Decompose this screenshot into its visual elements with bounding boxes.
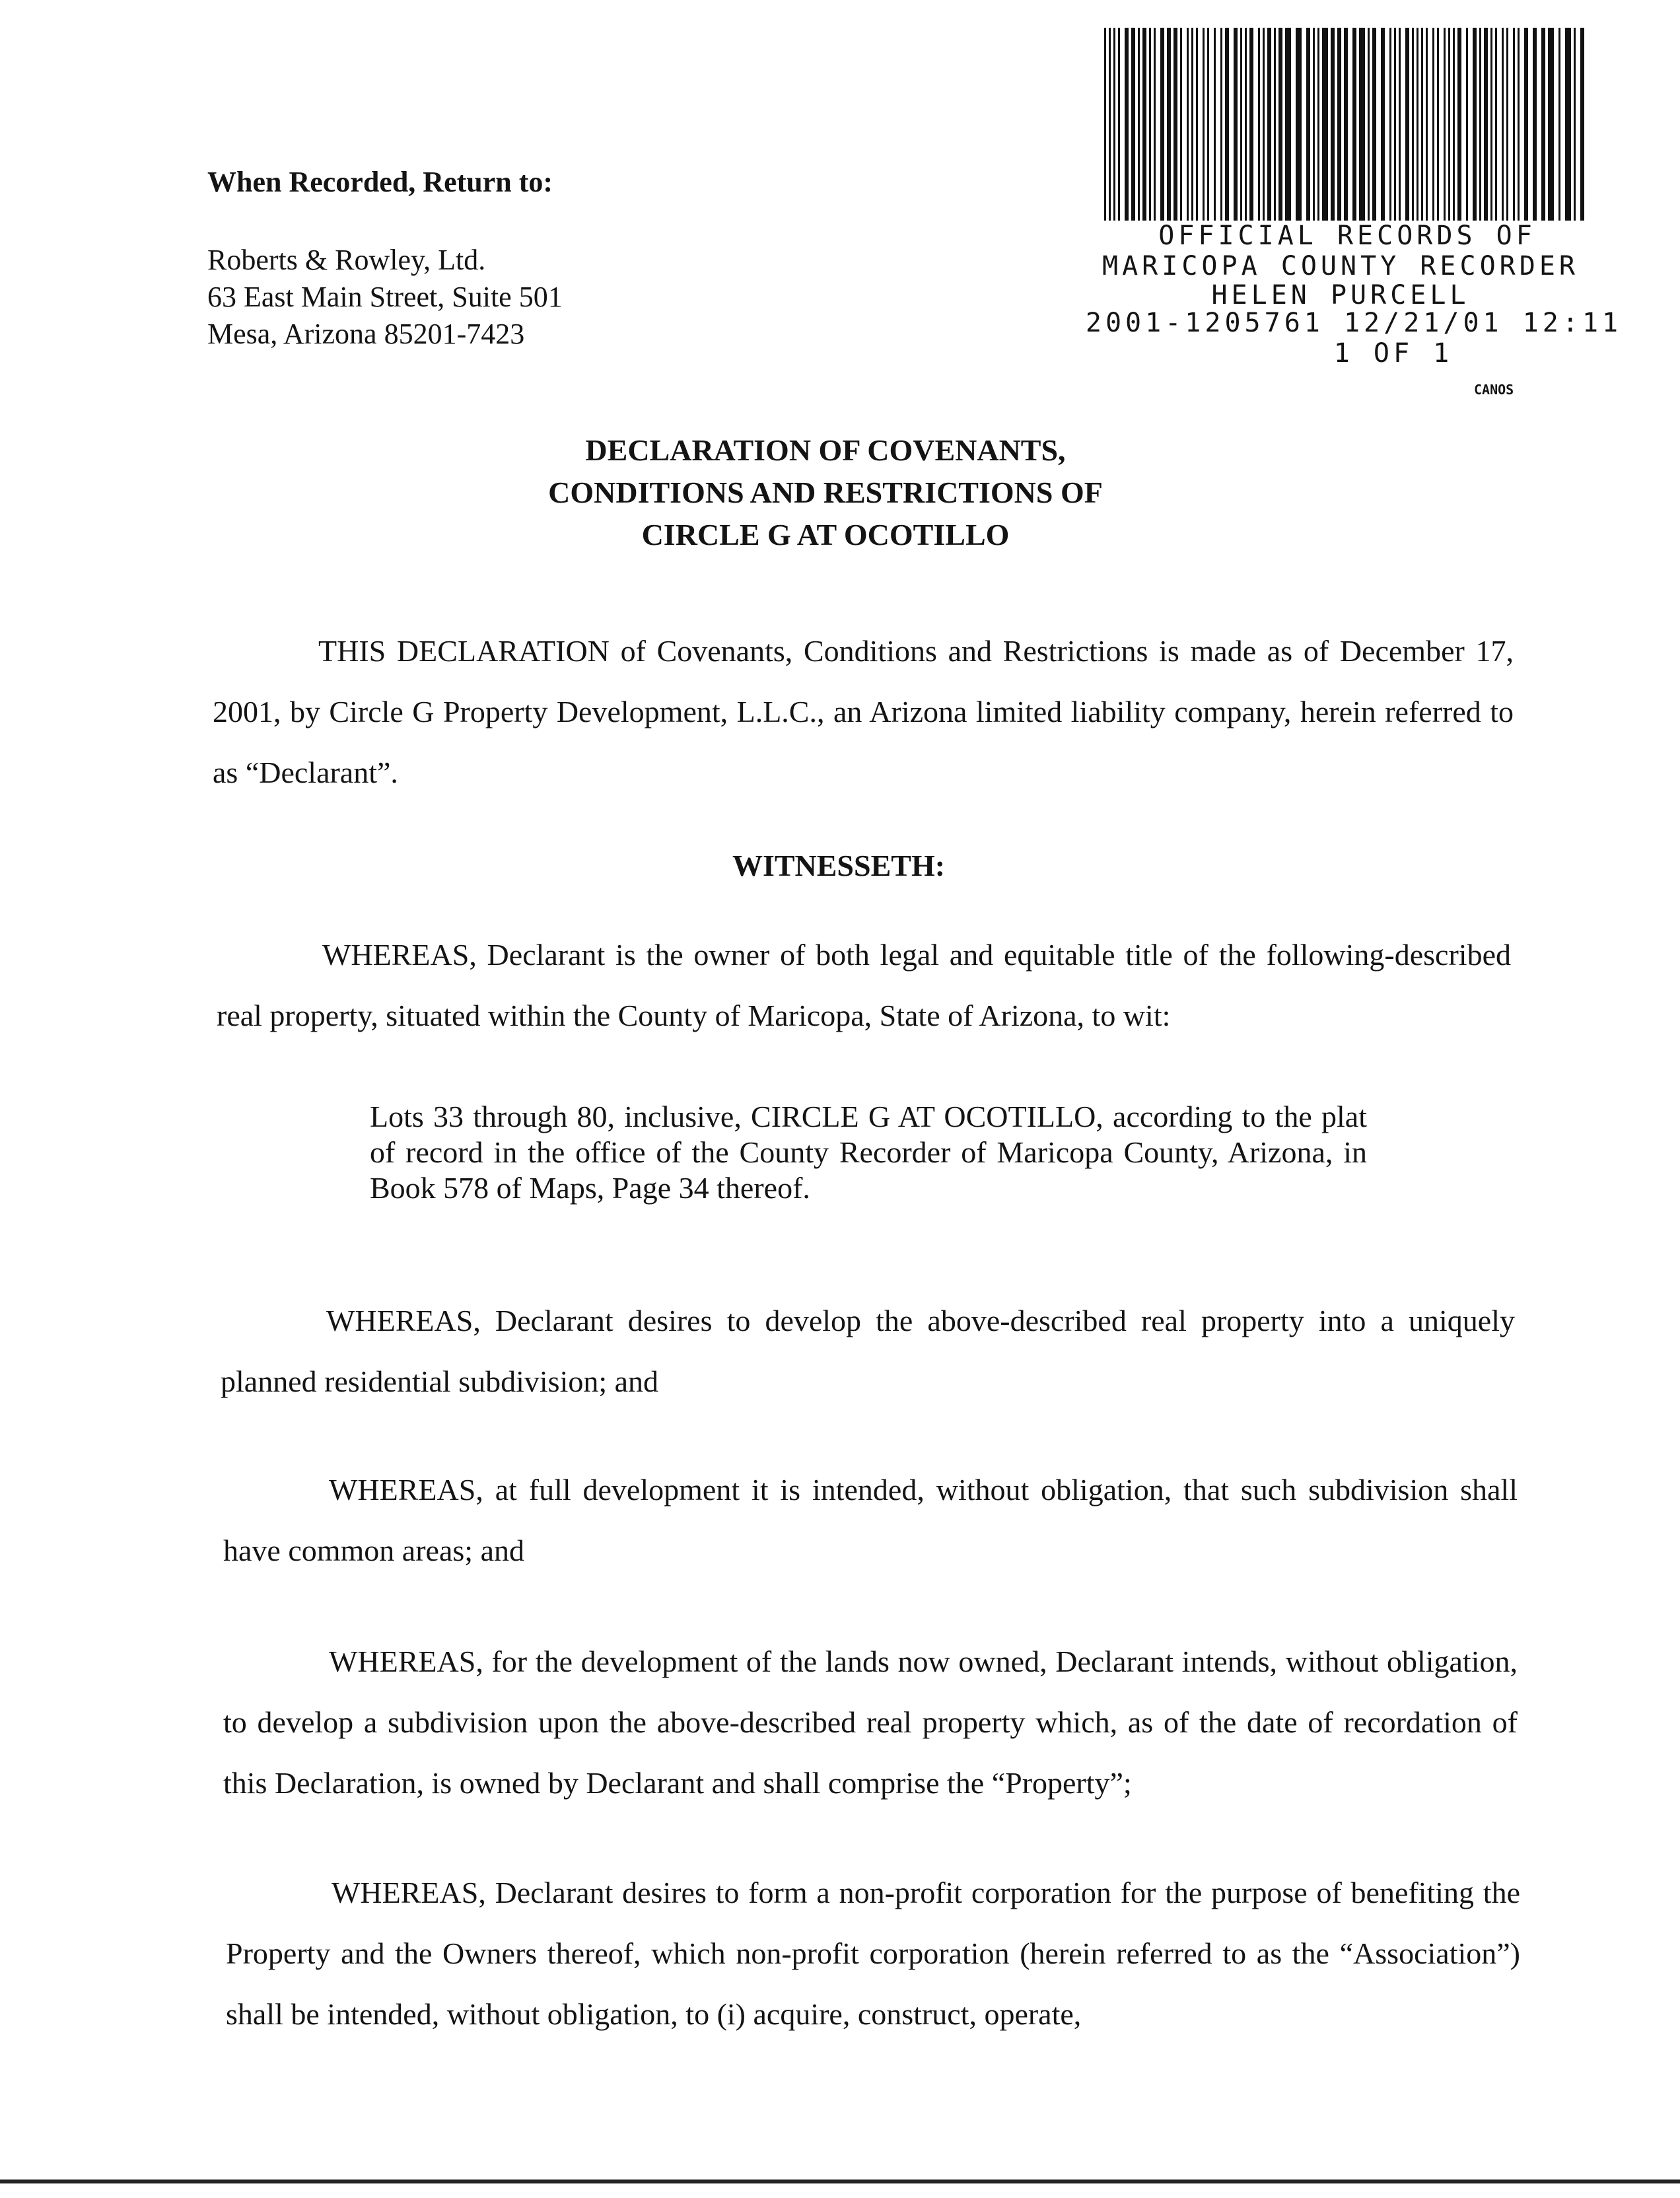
barcode-bar [1104, 28, 1106, 221]
intro-paragraph: THIS DECLARATION of Covenants, Conditions and Restrictions is made as of December 17, 2001, by Circle G Property Development, L.L.C., an Arizona limited liability company, herein referred to as “Declarant”. [213, 634, 1514, 789]
barcode-bar [1154, 28, 1156, 221]
barcode-bar [1142, 28, 1146, 221]
whereas-paragraph-5: WHEREAS, Declarant desires to form a non-profit corporation for the purpose of benefiting the Property and the Owners thereof, which non-profit corporation (herein referred to as the “Association”) shall be intended, without obligation, to (i) acquire, construct, operate, [226, 1876, 1520, 2031]
barcode-bar [1258, 28, 1260, 221]
stamp-recorder-name: HELEN PURCELL [1211, 280, 1470, 310]
barcode-bar [1352, 28, 1356, 221]
barcode-bar [1473, 28, 1477, 221]
barcode-bar [1506, 28, 1508, 221]
barcode-bar [1263, 28, 1265, 221]
barcode-bar [1399, 28, 1401, 221]
bottom-rule [0, 2180, 1680, 2183]
barcode-bar [1558, 28, 1560, 221]
barcode-bar [1580, 28, 1584, 221]
barcode-bar [1466, 28, 1468, 221]
stamp-recording-number: 2001-1205761 12/21/01 12:11 [1085, 308, 1623, 338]
barcode-bar [1180, 28, 1182, 221]
barcode-bar [1187, 28, 1189, 221]
barcode-bar [1274, 28, 1276, 221]
barcode-bar [1548, 28, 1554, 221]
whereas-paragraph-2: WHEREAS, Declarant desires to develop the above-described real property into a uniquely planned residential subdivision; and [221, 1304, 1515, 1398]
barcode-bar [1214, 28, 1216, 221]
barcode-bar [1245, 28, 1247, 221]
barcode-bar [1394, 28, 1396, 221]
barcode-bar [1149, 28, 1151, 221]
barcode-bar [1203, 28, 1205, 221]
barcode-bar [1240, 28, 1242, 221]
document-title [462, 429, 1189, 556]
barcode-bar [1306, 28, 1310, 221]
barcode-bar [1574, 28, 1576, 221]
barcode-bar [1109, 28, 1111, 221]
barcode-bar [1278, 28, 1282, 221]
barcode-bar [1225, 28, 1229, 221]
barcode-bar [1513, 28, 1515, 221]
barcode-bar [1160, 28, 1164, 221]
barcode-bar [1502, 28, 1504, 221]
barcode-bar [1267, 28, 1271, 221]
barcode-bar [1495, 28, 1497, 221]
barcode-bar [1296, 28, 1302, 221]
barcode-bar [1417, 28, 1418, 221]
barcode-bar [1173, 28, 1177, 221]
barcode-bar [1317, 28, 1319, 221]
barcode-bar [1457, 28, 1461, 221]
barcode-bar [1437, 28, 1439, 221]
return-to-heading: When Recorded, Return to: [207, 166, 553, 198]
whereas-paragraph-4: WHEREAS, for the development of the lands now owned, Declarant intends, without obligation, to develop a subdivision upon the above-described real property which, as of the date of recordation of this Declaration, is owned by Declarant and shall comprise the “Property”; [223, 1645, 1518, 1800]
barcode-bar [1453, 28, 1455, 221]
title-line-2: CONDITIONS AND RESTRICTIONS OF [548, 476, 1103, 509]
barcode-bar [1541, 28, 1545, 221]
barcode-bar [1234, 28, 1238, 221]
barcode-bar [1220, 28, 1222, 221]
barcode-bar [1196, 28, 1198, 221]
return-address-line-3: Mesa, Arizona 85201-7423 [207, 318, 525, 350]
barcode-bar [1479, 28, 1481, 221]
barcode-bar [1207, 28, 1209, 221]
stamp-clerk-initials: CANOS [1474, 382, 1514, 398]
barcode-bar [1490, 28, 1492, 221]
barcode-bar [1331, 28, 1335, 221]
barcode-bar [1138, 28, 1140, 221]
witnesseth-heading: WITNESSETH: [732, 849, 946, 882]
barcode-bar [1484, 28, 1488, 221]
barcode-bar [1167, 28, 1171, 221]
barcode-bar [1285, 28, 1291, 221]
stamp-page-count: 1 OF 1 [1333, 338, 1453, 369]
barcode-bar [1412, 28, 1414, 221]
barcode-bar [1565, 28, 1571, 221]
stamp-county-recorder: MARICOPA COUNTY RECORDER [1102, 251, 1579, 281]
barcode-bar [1381, 28, 1385, 221]
title-line-3: CIRCLE G AT OCOTILLO [641, 518, 1010, 551]
return-address-line-2: 63 East Main Street, Suite 501 [207, 281, 563, 313]
barcode-bar [1344, 28, 1348, 221]
barcode-bar [1359, 28, 1365, 221]
barcode-bar [1533, 28, 1537, 221]
barcode-bar [1518, 28, 1520, 221]
barcode-bar [1372, 28, 1376, 221]
legal-description: Lots 33 through 80, inclusive, CIRCLE G AT OCOTILLO, according to the plat of record in the office of the County Recorder of Maricopa County, Arizona, in Book 578 of Maps, Page 34 thereof. [370, 1100, 1367, 1205]
barcode-bar [1249, 28, 1253, 221]
barcode-bar [1389, 28, 1391, 221]
barcode-bar [1444, 28, 1446, 221]
barcode-bar [1426, 28, 1428, 221]
barcode-bar [1448, 28, 1450, 221]
barcode-bar [1118, 28, 1120, 221]
barcode-bar [1368, 28, 1370, 221]
barcode [1102, 28, 1588, 221]
barcode-bar [1524, 28, 1528, 221]
barcode-bar [1125, 28, 1129, 221]
barcode-bar [1405, 28, 1409, 221]
return-address-line-1: Roberts & Rowley, Ltd. [207, 244, 486, 276]
title-line-1: DECLARATION OF COVENANTS, [585, 433, 1066, 467]
barcode-bar [1113, 28, 1115, 221]
whereas-paragraph-1: WHEREAS, Declarant is the owner of both legal and equitable title of the following-described real property, situated within the County of Maricopa, State of Arizona, to wit: [217, 938, 1511, 1032]
barcode-bar [1322, 28, 1328, 221]
barcode-bar [1432, 28, 1434, 221]
barcode-bar [1337, 28, 1341, 221]
whereas-paragraph-3: WHEREAS, at full development it is intended, without obligation, that such subdivision shall have common areas; and [223, 1473, 1518, 1567]
barcode-bar [1191, 28, 1193, 221]
barcode-bar [1313, 28, 1315, 221]
stamp-official-records: OFFICIAL RECORDS OF [1158, 221, 1536, 251]
barcode-bar [1131, 28, 1135, 221]
barcode-bar [1421, 28, 1423, 221]
